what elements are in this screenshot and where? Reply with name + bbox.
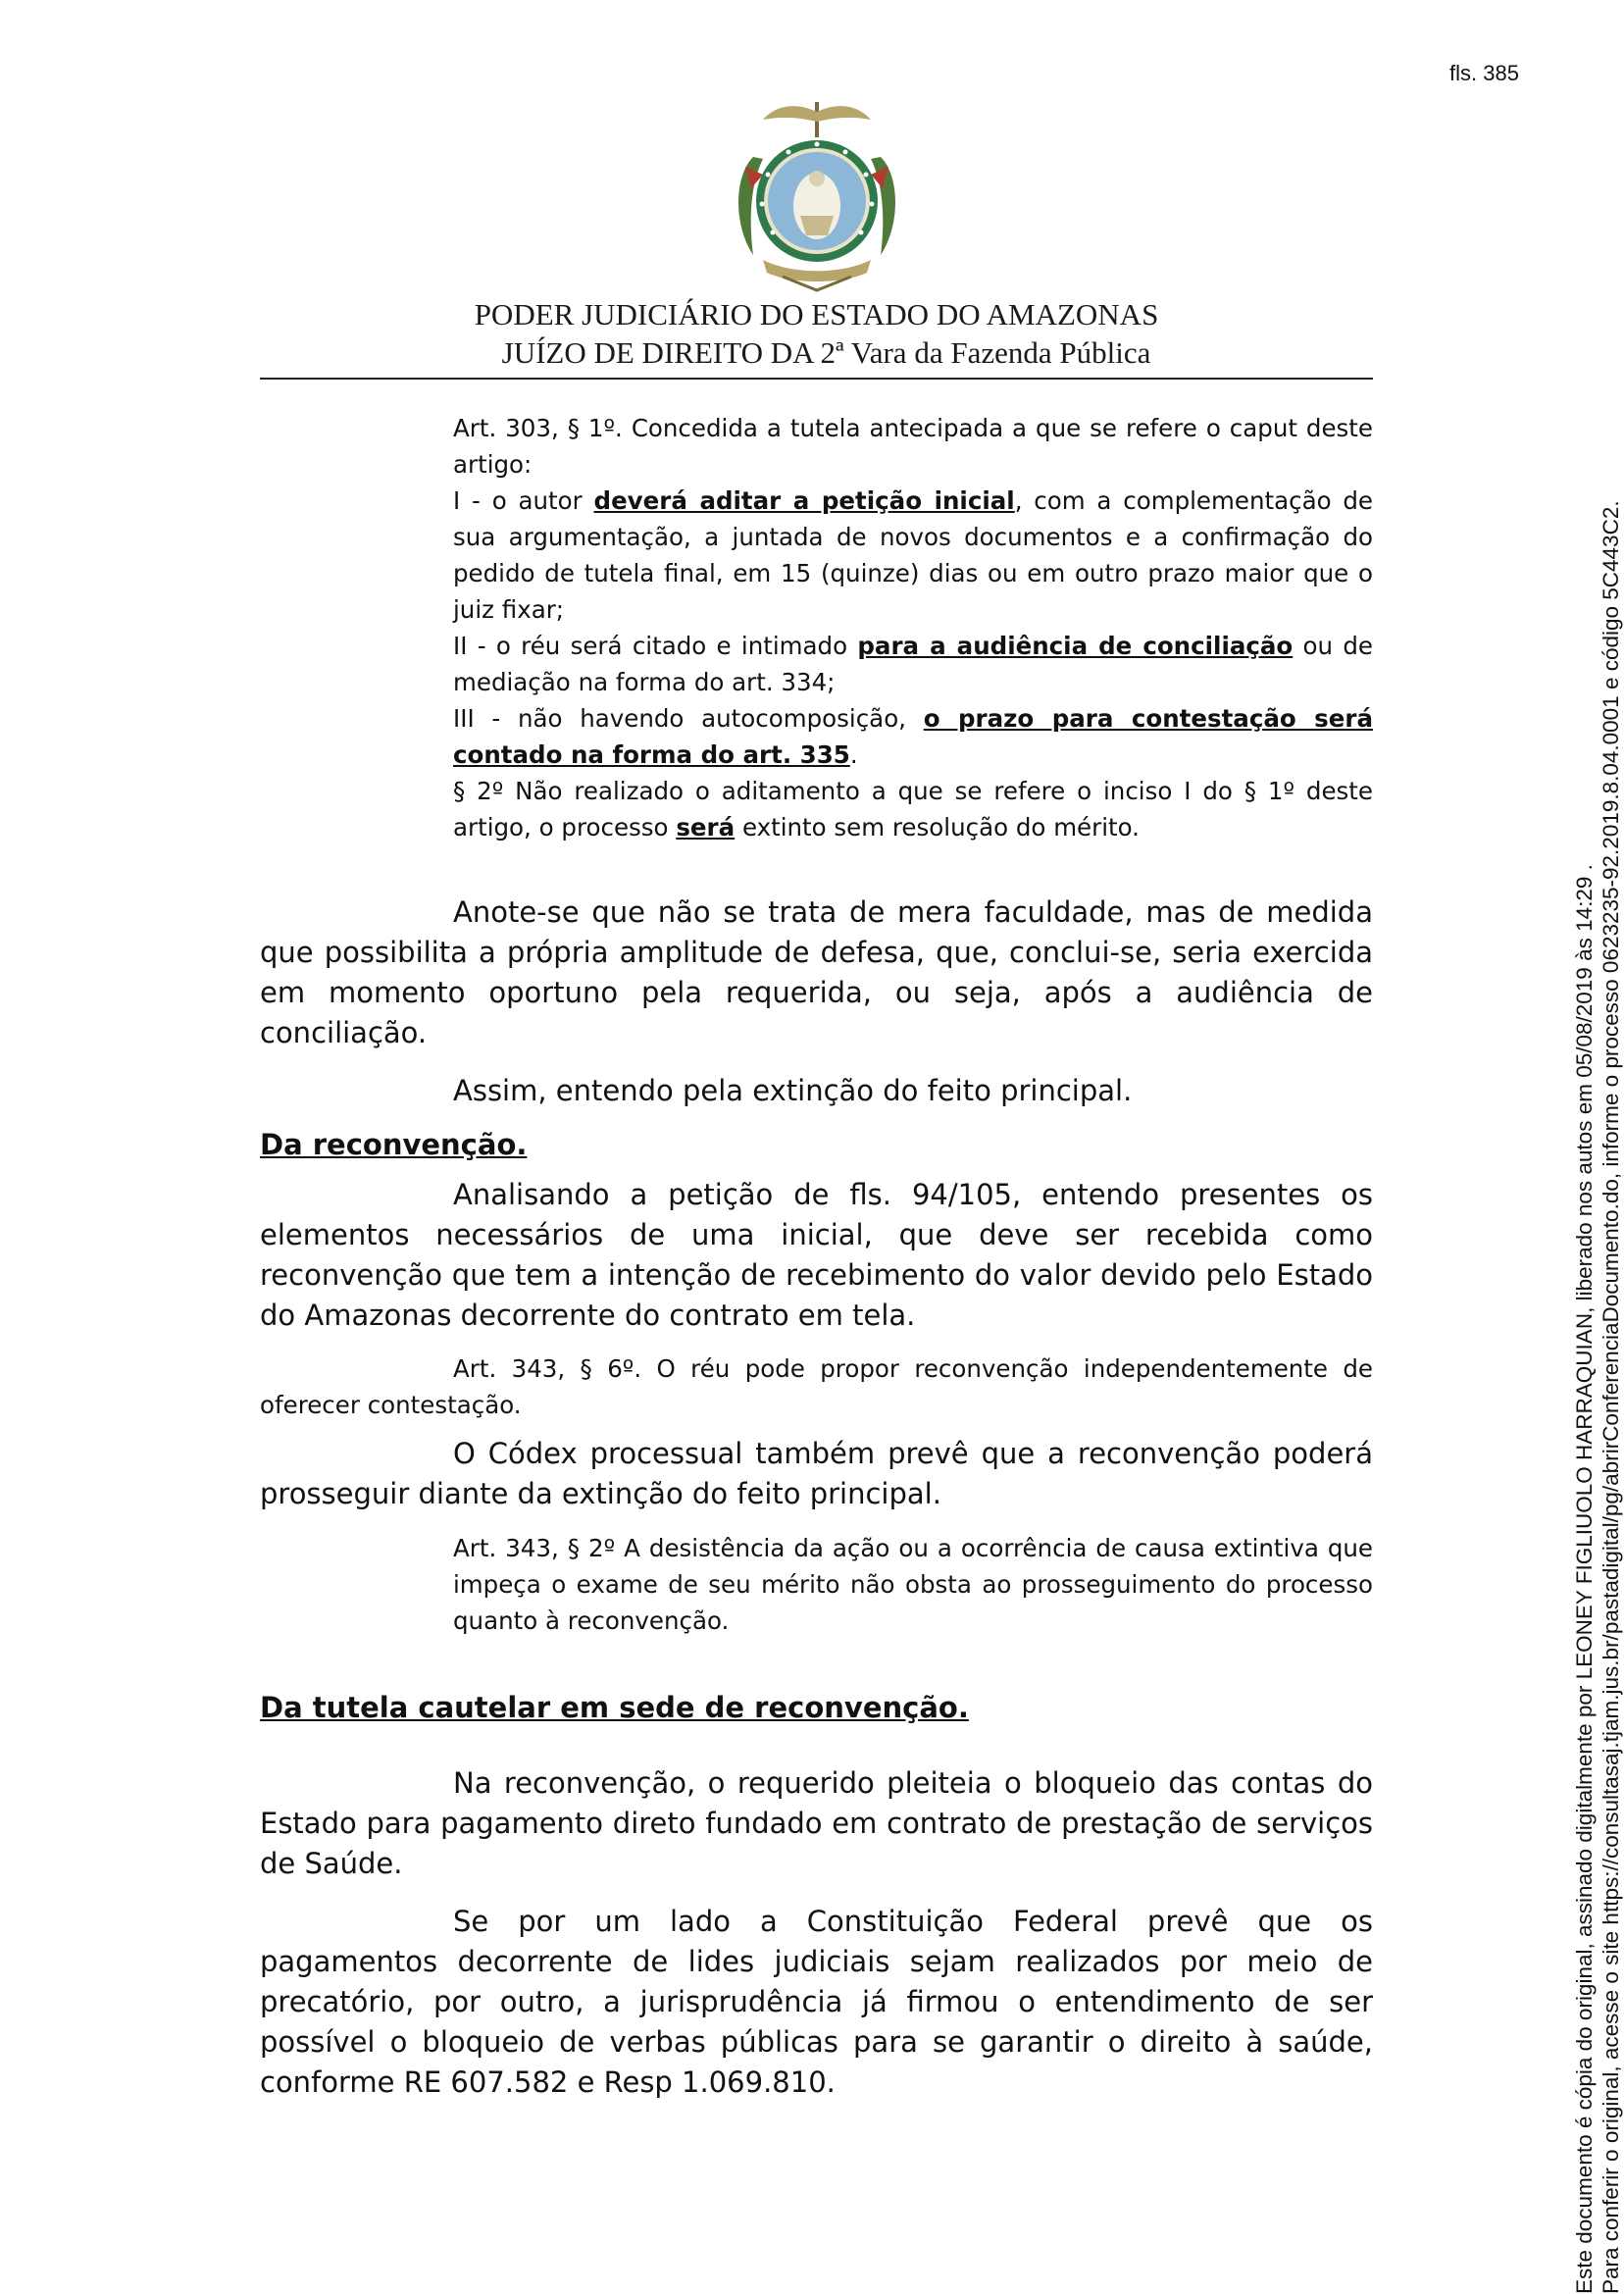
citation-paragraph: I - o autor deverá aditar a petição inicial, com a complementação de sua argumentação, a juntada de novos documentos e a confirmação do pedido de tutela final, em 15 (quinze) dias ou em outro prazo maior que o juiz fixar; (453, 486, 1374, 624)
citation-paragraph: III - não havendo autocomposição, o prazo para contestação será contado na forma do art. 335. (453, 704, 1373, 769)
court-name: PODER JUDICIÁRIO DO ESTADO DO AMAZONAS (474, 297, 1159, 331)
body-paragraph: Se por um lado a Constituição Federal prevê que os pagamentos decorrente de lides judiciais sejam realizados por meio de precatório, por outro, a jurisprudência já firmou o entendimento de ser possível o bloqueio de verbas públicas para se garantir o direito à saúde, conforme RE 607.582 e Resp 1.069.810. (260, 1905, 1373, 2099)
signature-line: Este documento é cópia do original, assinado digitalmente por LEONEY FIGLIUOLO HARRAQUIAN, liberado nos autos em 05/08/2019 às 14:29 . (1572, 864, 1597, 2294)
citation-art-303 (453, 410, 1373, 845)
section-heading: Da reconvenção. (260, 1128, 528, 1161)
citation-paragraph: § 2º Não realizado o aditamento a que se refere o inciso I do § 1º deste artigo, o processo será extinto sem resolução do mérito. (453, 777, 1373, 841)
digital-signature-note (1571, 500, 1624, 2294)
body-paragraph: Na reconvenção, o requerido pleiteia o bloqueio das contas do Estado para pagamento direto fundado em contrato de prestação de serviços de Saúde. (260, 1766, 1373, 1880)
body-paragraph: Analisando a petição de fls. 94/105, entendo presentes os elementos necessários de uma inicial, que deve ser recebida como reconvenção que tem a intenção de recebimento do valor devido pelo Estado do Amazonas decorrente do contrato em tela. (260, 1178, 1373, 1332)
section-heading: Da tutela cautelar em sede de reconvenção. (260, 1691, 969, 1724)
citation-art-343-6: Art. 343, § 6º. O réu pode propor reconvenção independentemente de oferecer contestação. (260, 1354, 1373, 1419)
court-division: JUÍZO DE DIREITO DA 2ª Vara da Fazenda Pública (501, 335, 1151, 370)
body-paragraph: O Códex processual também prevê que a reconvenção poderá prosseguir diante da extinção do feito principal. (260, 1437, 1373, 1510)
amazonas-coat-of-arms-icon (724, 98, 910, 294)
verification-line: Para conferir o original, acesse o site https://consultasaj.tjam.jus.br/pastadigital/pg/abrirConferenciaDocumento.do, informe o processo 0623235-92.2019.8.04.0001 e código 5C443C2. (1599, 500, 1623, 2294)
body-paragraph: Anote-se que não se trata de mera faculdade, mas de medida que possibilita a própria amplitude de defesa, que, conclui-se, seria exercida em momento oportuno pela requerida, ou seja, após a audiência de conciliação. (260, 895, 1373, 1049)
citation-paragraph: II - o réu será citado e intimado para a audiência de conciliação ou de mediação na forma do art. 334; (453, 632, 1373, 696)
body-paragraph: Assim, entendo pela extinção do feito principal. (453, 1074, 1133, 1107)
header-divider (260, 378, 1373, 380)
citation-paragraph: Art. 303, § 1º. Concedida a tutela antecipada a que se refere o caput deste artigo: (453, 414, 1373, 479)
citation-art-343-2: Art. 343, § 2º A desistência da ação ou a ocorrência de causa extintiva que impeça o exame de seu mérito não obsta ao prosseguimento do processo quanto à reconvenção. (453, 1534, 1373, 1635)
page-number: fls. 385 (1449, 61, 1519, 85)
